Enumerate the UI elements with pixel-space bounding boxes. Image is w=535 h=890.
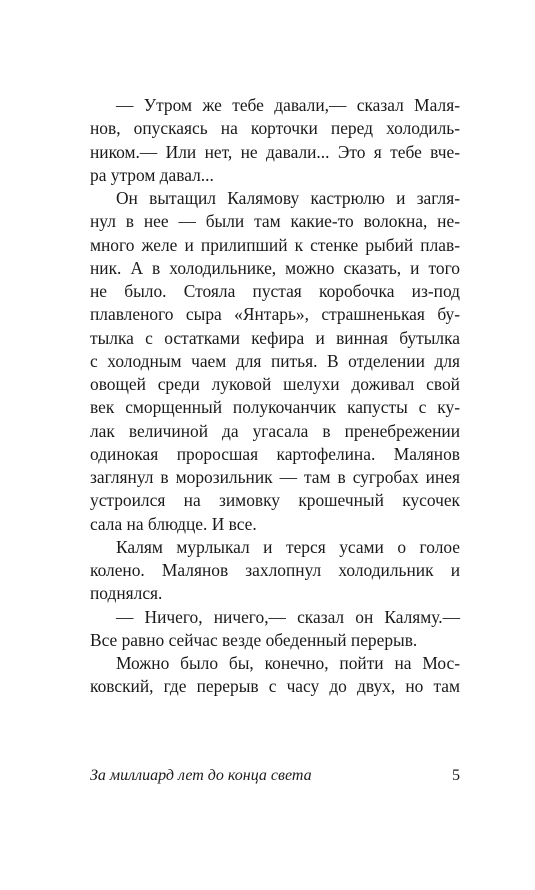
text-line: лак величиной да угасала в пренебрежении [90, 420, 460, 441]
running-title: За миллиард лет до конца света [90, 767, 312, 784]
page-footer [90, 764, 460, 788]
text-line: устроился на зимовку крошечный кусочек [90, 490, 460, 511]
text-line: овощей среди луковой шелухи доживал свой [90, 374, 460, 394]
text-line: Все равно сейчас везде обеденный перерыв. [90, 629, 418, 650]
text-line: ником.— Или нет, не давали... Это я тебе вче- [90, 141, 460, 162]
text-line: с холодным чаем для питья. В отделении для [90, 350, 460, 371]
text-line: много желе и прилипший к стенке рыбий плав- [90, 234, 460, 255]
text-line: поднялся. [90, 583, 163, 604]
text-line: заглянул в морозильник — там в сугробах инея [90, 467, 460, 487]
text-line: сала на блюдце. И все. [90, 513, 257, 534]
text-line: Калям мурлыкал и терся усами о голое [116, 536, 460, 557]
text-line: тылка с остатками кефира и винная бутылка [90, 327, 460, 348]
text-line: ковский, где перерыв с часу до двух, но там [90, 676, 460, 697]
text-line: нул в нее — были там какие-то волокна, не- [90, 211, 460, 232]
text-line: нов, опускаясь на корточки перед холодиль- [90, 118, 460, 139]
text-line: ник. А в холодильнике, можно сказать, и того [90, 257, 460, 278]
text-line: — Ничего, ничего,— сказал он Каляму.— [116, 606, 460, 627]
text-line: Он вытащил Калямову кастрюлю и загля- [116, 188, 460, 208]
text-line: не было. Стояла пустая коробочка из-под [90, 281, 460, 301]
text-line: плавленого сыра «Янтарь», страшненькая бу- [90, 304, 460, 325]
text-line: ра утром давал... [90, 164, 214, 185]
body-text [90, 94, 460, 699]
text-line: Можно было бы, конечно, пойти на Мос- [116, 653, 460, 673]
page-number: 5 [452, 767, 460, 784]
text-line: колено. Малянов захлопнул холодильник и [90, 560, 460, 580]
text-line: — Утром же тебе давали,— сказал Маля- [116, 95, 460, 115]
text-line: век сморщенный полукочанчик капусты с ку- [90, 397, 460, 418]
text-line: одинокая проросшая картофелина. Малянов [90, 443, 460, 464]
